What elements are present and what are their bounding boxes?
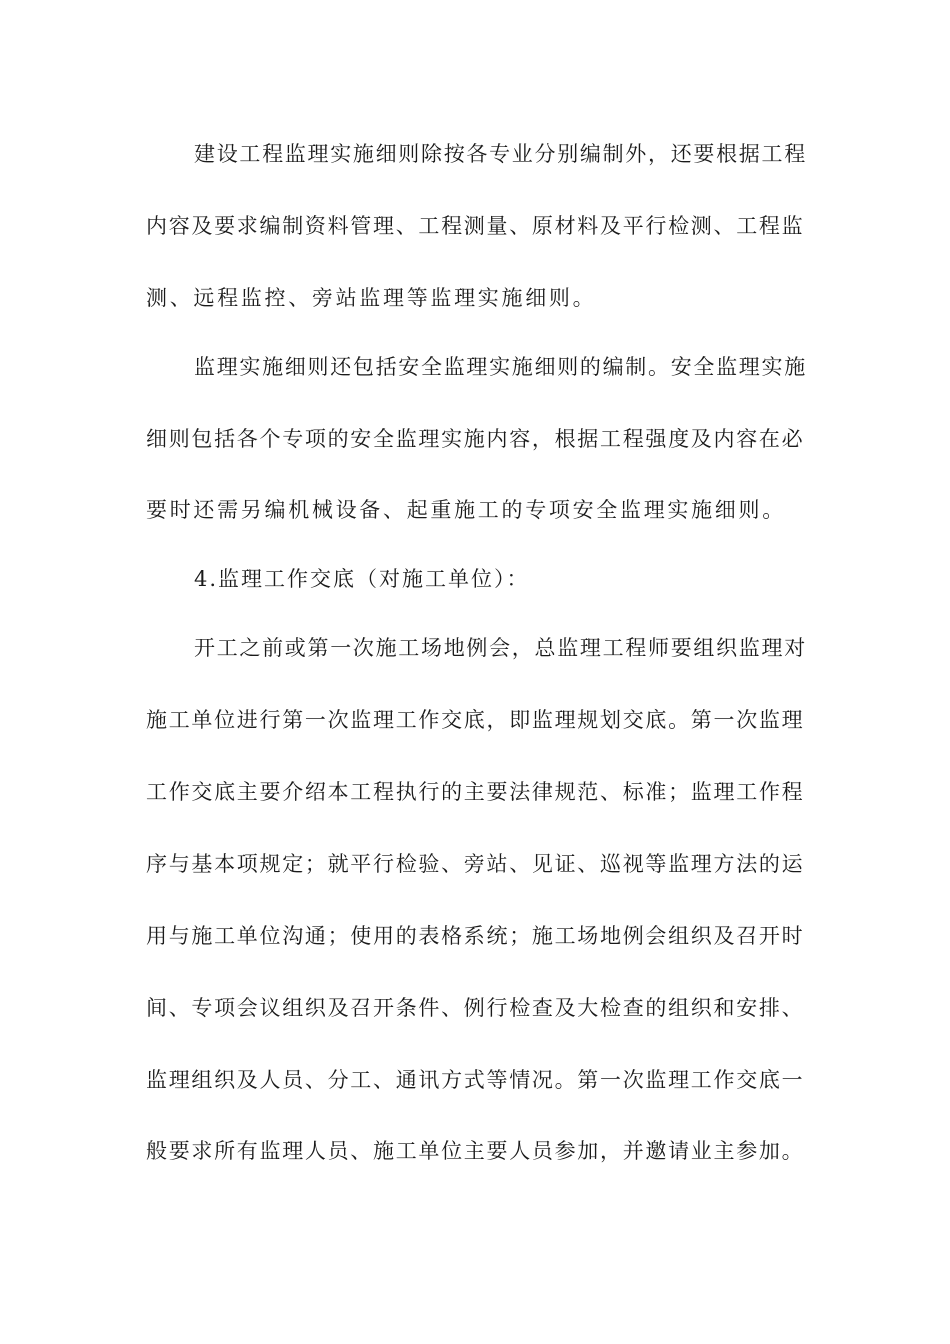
paragraph-1-line-2: 内容及要求编制资料管理、工程测量、原材料及平行检测、工程监	[146, 214, 805, 238]
paragraph-1-line-1: 建设工程监理实施细则除按各专业分别编制外，还要根据工程	[194, 142, 807, 166]
paragraph-3-line-3: 工作交底主要介绍本工程执行的主要法律规范、标准；监理工作程	[146, 780, 805, 804]
paragraph-2-line-1: 监理实施细则还包括安全监理实施细则的编制。安全监理实施	[194, 355, 807, 379]
paragraph-3-line-2: 施工单位进行第一次监理工作交底，即监理规划交底。第一次监理	[146, 708, 805, 732]
paragraph-3-line-8: 般要求所有监理人员、施工单位主要人员参加，并邀请业主参加。	[146, 1139, 805, 1163]
paragraph-2-line-3: 要时还需另编机械设备、起重施工的专项安全监理实施细则。	[146, 498, 786, 522]
paragraph-3-line-4: 序与基本项规定；就平行检验、旁站、见证、巡视等监理方法的运	[146, 852, 805, 876]
paragraph-3-line-5: 用与施工单位沟通；使用的表格系统；施工场地例会组织及召开时	[146, 924, 805, 948]
paragraph-3-line-7: 监理组织及人员、分工、通讯方式等情况。第一次监理工作交底一	[146, 1068, 805, 1092]
paragraph-3-line-1: 开工之前或第一次施工场地例会，总监理工程师要组织监理对	[194, 636, 807, 660]
paragraph-1-line-3: 测、远程监控、旁站监理等监理实施细则。	[146, 286, 597, 310]
paragraph-3-line-6: 间、专项会议组织及召开条件、例行检查及大检查的组织和安排、	[146, 996, 805, 1020]
paragraph-2-line-2: 细则包括各个专项的安全监理实施内容，根据工程强度及内容在必	[146, 427, 805, 451]
section-heading: 4.监理工作交底（对施工单位）：	[194, 567, 530, 591]
